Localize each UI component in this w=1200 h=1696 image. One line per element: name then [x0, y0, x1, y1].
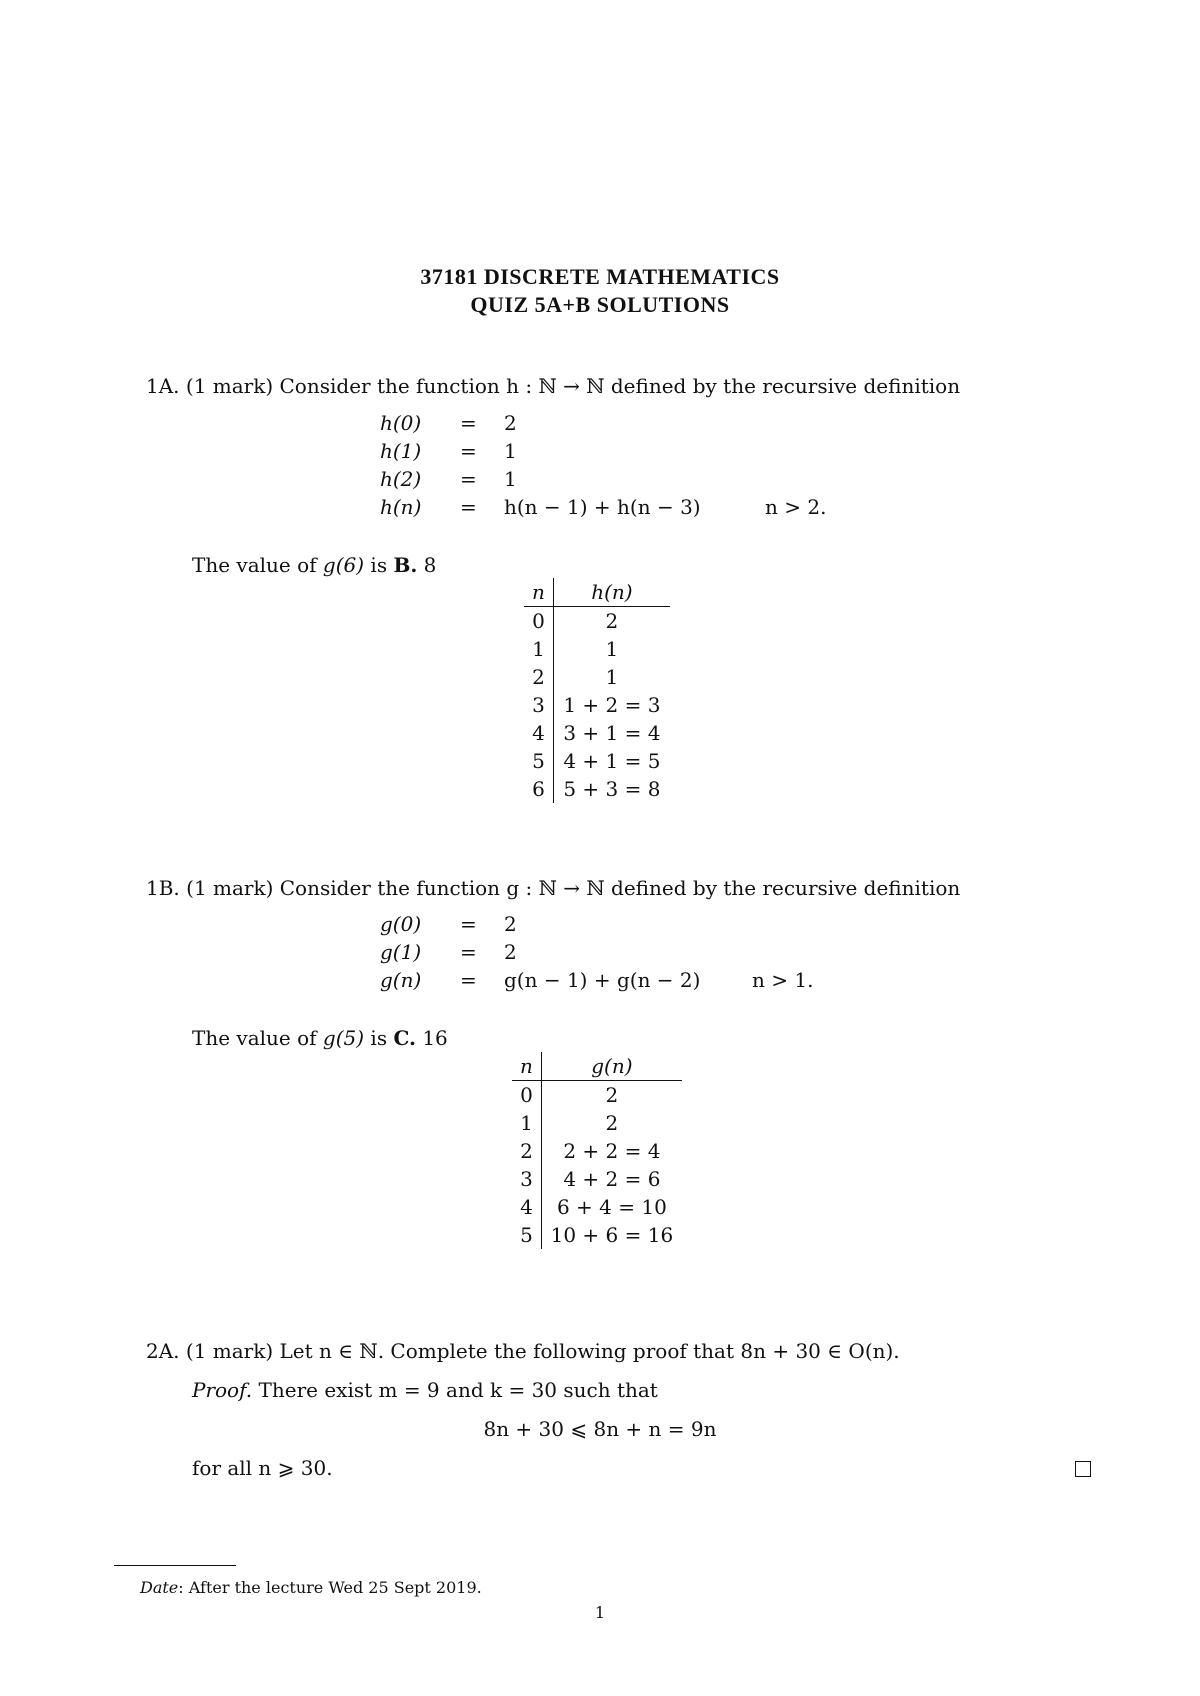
- eq-lhs: h(0): [380, 411, 422, 435]
- eq-op: =: [460, 968, 477, 992]
- table-row: [512, 1193, 682, 1221]
- table-row: [524, 635, 670, 663]
- answer-prefix: The value of: [192, 553, 323, 577]
- eq-lhs: h(n): [380, 495, 422, 519]
- table-cell-value: 1 + 2 = 3: [563, 693, 661, 717]
- answer-choice: B.: [393, 553, 418, 577]
- q1a-answer: [192, 553, 436, 577]
- table-row: [512, 1081, 682, 1110]
- eq-lhs: g(0): [380, 912, 422, 936]
- q2a-heading: [146, 1339, 900, 1363]
- table-header-row: [512, 1052, 682, 1081]
- table-cell-value: 10 + 6 = 16: [550, 1223, 674, 1247]
- q2a-closing: for all n ⩾ 30.: [192, 1456, 333, 1480]
- table-cell-value: 2: [605, 1083, 619, 1107]
- table-cell-n: 2: [512, 1137, 541, 1165]
- page-number: 1: [594, 1603, 606, 1622]
- q1a-heading: [146, 374, 960, 398]
- table-header-value: h(n): [553, 578, 670, 607]
- eq-condition: n > 2.: [765, 495, 827, 519]
- q2a-label: 2A.: [146, 1339, 180, 1363]
- footnote: [140, 1578, 482, 1597]
- eq-lhs: h(1): [380, 439, 422, 463]
- table-cell-n: 0: [512, 1081, 541, 1110]
- answer-value: 16: [415, 1026, 448, 1050]
- table-header-row: [524, 578, 670, 607]
- table-header-n: n: [524, 578, 553, 607]
- document-title-line2: QUIZ 5A+B SOLUTIONS: [470, 292, 730, 317]
- answer-mid: is: [364, 553, 394, 577]
- q1b-recurrence: [380, 912, 980, 1002]
- table-cell-n: 1: [512, 1109, 541, 1137]
- footnote-label: Date: [140, 1578, 179, 1597]
- eq-op: =: [460, 439, 477, 463]
- table-cell-value: 2 + 2 = 4: [563, 1139, 661, 1163]
- eq-condition: n > 1.: [752, 968, 814, 992]
- eq-rhs: h(n − 1) + h(n − 3): [504, 495, 701, 519]
- table-row: [524, 747, 670, 775]
- table-row: [512, 1137, 682, 1165]
- table-row: [524, 607, 670, 636]
- table-cell-value: 3 + 1 = 4: [563, 721, 661, 745]
- q2a-intro: (1 mark) Let n ∈ ℕ. Complete the following proof that 8n + 30 ∈ O(n).: [185, 1339, 900, 1363]
- q2a-proof-line: [192, 1378, 658, 1402]
- answer-prefix: The value of: [192, 1026, 323, 1050]
- q1b-heading: [146, 876, 960, 900]
- eq-op: =: [460, 912, 477, 936]
- footnote-text: : After the lecture Wed 25 Sept 2019.: [178, 1578, 482, 1597]
- q1a-label: 1A.: [146, 374, 180, 398]
- table-row: [524, 719, 670, 747]
- table-cell-value: 6 + 4 = 10: [556, 1195, 667, 1219]
- table-cell-n: 5: [512, 1221, 541, 1249]
- proof-label: Proof.: [192, 1378, 253, 1402]
- eq-rhs: 2: [504, 912, 517, 936]
- table-row: [512, 1221, 682, 1249]
- eq-op: =: [460, 495, 477, 519]
- table-cell-n: 3: [524, 691, 553, 719]
- table-cell-value: 2: [605, 1111, 619, 1135]
- table-cell-n: 0: [524, 607, 553, 636]
- table-row: [524, 775, 670, 803]
- q1a-value-table: [524, 578, 670, 803]
- proof-text: There exist m = 9 and k = 30 such that: [252, 1378, 658, 1402]
- eq-rhs: 2: [504, 411, 517, 435]
- table-cell-n: 4: [524, 719, 553, 747]
- q1a-recurrence: [380, 411, 980, 531]
- table-header-n: n: [512, 1052, 541, 1081]
- table-row: [524, 691, 670, 719]
- eq-lhs: g(n): [380, 968, 422, 992]
- eq-rhs: 1: [504, 439, 517, 463]
- table-cell-n: 3: [512, 1165, 541, 1193]
- table-row: [512, 1165, 682, 1193]
- answer-choice: C.: [393, 1026, 416, 1050]
- document-title-line1: 37181 DISCRETE MATHEMATICS: [420, 264, 780, 289]
- q1b-value-table: [512, 1052, 682, 1249]
- table-cell-n: 1: [524, 635, 553, 663]
- table-cell-value: 5 + 3 = 8: [563, 777, 661, 801]
- table-row: [512, 1109, 682, 1137]
- table-cell-value: 4 + 2 = 6: [563, 1167, 661, 1191]
- eq-op: =: [460, 411, 477, 435]
- eq-rhs: 1: [504, 467, 517, 491]
- eq-rhs: 2: [504, 940, 517, 964]
- q1a-intro: (1 mark) Consider the function h : ℕ → ℕ defined by the recursive definition: [185, 374, 961, 398]
- answer-value: 8: [417, 553, 437, 577]
- eq-lhs: g(1): [380, 940, 422, 964]
- answer-function: g(5): [322, 1026, 365, 1050]
- table-cell-value: 1: [605, 665, 619, 689]
- q2a-display-inequality: 8n + 30 ⩽ 8n + n = 9n: [483, 1417, 717, 1441]
- table-row: [524, 663, 670, 691]
- eq-lhs: h(2): [380, 467, 422, 491]
- table-cell-n: 2: [524, 663, 553, 691]
- qed-square-icon: [1075, 1461, 1091, 1477]
- answer-mid: is: [364, 1026, 394, 1050]
- table-cell-n: 4: [512, 1193, 541, 1221]
- q1b-label: 1B.: [146, 876, 180, 900]
- table-cell-value: 1: [605, 637, 619, 661]
- table-cell-n: 6: [524, 775, 553, 803]
- q1b-answer: [192, 1026, 448, 1050]
- eq-op: =: [460, 940, 477, 964]
- table-header-value: g(n): [541, 1052, 682, 1081]
- answer-function: g(6): [322, 553, 365, 577]
- eq-rhs: g(n − 1) + g(n − 2): [504, 968, 701, 992]
- footnote-rule: [114, 1565, 236, 1566]
- table-cell-n: 5: [524, 747, 553, 775]
- table-cell-value: 4 + 1 = 5: [563, 749, 661, 773]
- table-cell-value: 2: [605, 609, 619, 633]
- q1b-intro: (1 mark) Consider the function g : ℕ → ℕ defined by the recursive definition: [186, 876, 961, 900]
- eq-op: =: [460, 467, 477, 491]
